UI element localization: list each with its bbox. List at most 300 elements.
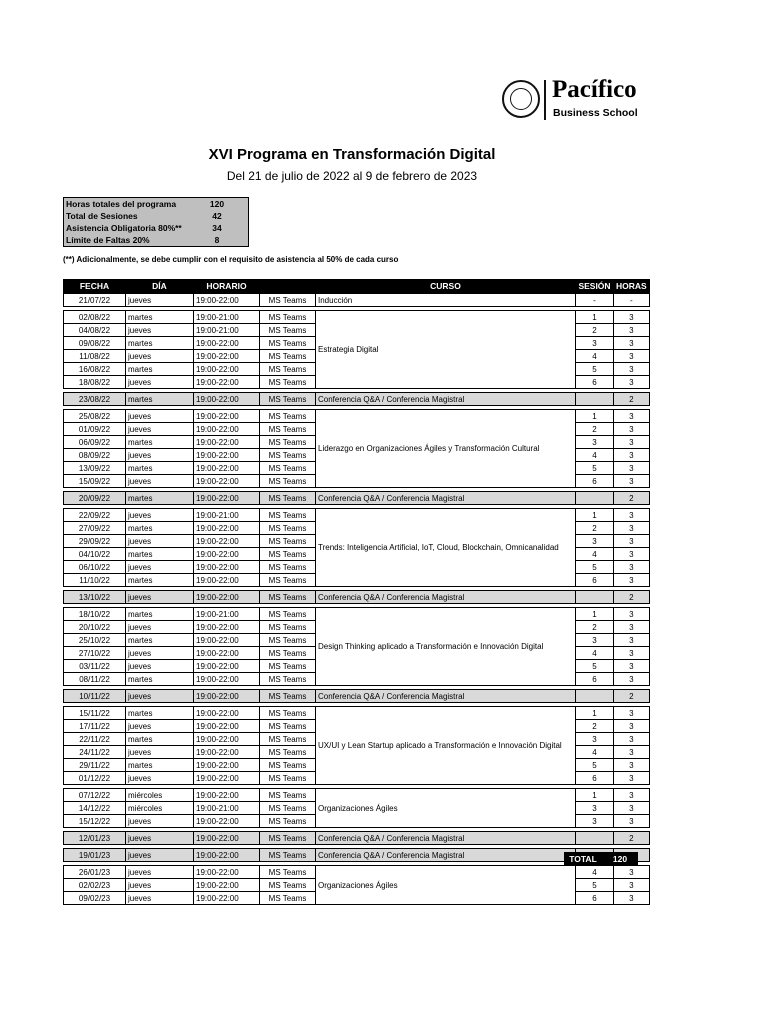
cell-dia: jueves: [126, 621, 194, 634]
cell-horas: -: [614, 294, 650, 307]
conference-row: [64, 492, 650, 505]
cell-curso: Trends: Inteligencia Artificial, IoT, Cloud, Blockchain, Omnicanalidad: [316, 509, 576, 587]
schedule-table: [63, 279, 650, 905]
cell-sesion: 3: [576, 634, 614, 647]
cell-horario: 19:00-22:00: [194, 746, 260, 759]
cell-curso: Conferencia Q&A / Conferencia Magistral: [316, 832, 576, 845]
cell-sesion: 1: [576, 509, 614, 522]
cell-sesion: 2: [576, 621, 614, 634]
cell-dia: jueves: [126, 350, 194, 363]
total-label: TOTAL: [569, 854, 597, 864]
cell-sesion: 6: [576, 574, 614, 587]
cell-dia: jueves: [126, 772, 194, 785]
cell-fecha: 04/08/22: [64, 324, 126, 337]
cell-modalidad: MS Teams: [260, 574, 316, 587]
cell-dia: jueves: [126, 849, 194, 862]
cell-sesion: 3: [576, 815, 614, 828]
cell-dia: jueves: [126, 815, 194, 828]
cell-modalidad: MS Teams: [260, 522, 316, 535]
seal-icon: [502, 80, 540, 118]
cell-sesion: 6: [576, 376, 614, 389]
cell-sesion: 1: [576, 410, 614, 423]
summary-label: Límite de Faltas 20%: [66, 235, 150, 245]
cell-dia: jueves: [126, 892, 194, 905]
cell-horario: 19:00-22:00: [194, 647, 260, 660]
cell-curso: UX/UI y Lean Startup aplicado a Transformación e Innovación Digital: [316, 707, 576, 785]
cell-fecha: 01/09/22: [64, 423, 126, 436]
cell-horas: 3: [614, 608, 650, 621]
cell-horario: 19:00-22:00: [194, 462, 260, 475]
cell-modalidad: MS Teams: [260, 294, 316, 307]
cell-fecha: 20/10/22: [64, 621, 126, 634]
cell-fecha: 14/12/22: [64, 802, 126, 815]
cell-modalidad: MS Teams: [260, 707, 316, 720]
cell-fecha: 29/09/22: [64, 535, 126, 548]
cell-horas: 3: [614, 673, 650, 686]
cell-horas: 3: [614, 574, 650, 587]
cell-dia: jueves: [126, 690, 194, 703]
cell-modalidad: MS Teams: [260, 436, 316, 449]
attendance-note: (**) Adicionalmente, se debe cumplir con el requisito de asistencia al 50% de cada curso: [63, 255, 399, 264]
cell-horario: 19:00-22:00: [194, 772, 260, 785]
cell-horario: 19:00-22:00: [194, 492, 260, 505]
cell-sesion: [576, 832, 614, 845]
cell-fecha: 06/10/22: [64, 561, 126, 574]
cell-modalidad: MS Teams: [260, 535, 316, 548]
cell-horas: 3: [614, 647, 650, 660]
cell-horario: 19:00-22:00: [194, 548, 260, 561]
cell-sesion: 4: [576, 866, 614, 879]
cell-curso: Conferencia Q&A / Conferencia Magistral: [316, 690, 576, 703]
session-row: [64, 789, 650, 802]
cell-horario: 19:00-22:00: [194, 393, 260, 406]
cell-sesion: [576, 492, 614, 505]
header-curso: CURSO: [316, 280, 576, 294]
cell-dia: martes: [126, 608, 194, 621]
cell-horas: 3: [614, 720, 650, 733]
cell-fecha: 02/08/22: [64, 311, 126, 324]
cell-horario: 19:00-22:00: [194, 591, 260, 604]
cell-horas: 2: [614, 690, 650, 703]
cell-horario: 19:00-21:00: [194, 802, 260, 815]
cell-horario: 19:00-22:00: [194, 789, 260, 802]
cell-sesion: 4: [576, 350, 614, 363]
cell-horario: 19:00-22:00: [194, 759, 260, 772]
summary-value: 8: [214, 235, 220, 245]
cell-curso: Estrategia Digital: [316, 311, 576, 389]
total-value: 120: [612, 854, 628, 864]
header-sesion: SESIÓN: [576, 280, 614, 294]
cell-modalidad: MS Teams: [260, 621, 316, 634]
session-row: [64, 410, 650, 423]
cell-dia: martes: [126, 522, 194, 535]
cell-curso: Conferencia Q&A / Conferencia Magistral: [316, 591, 576, 604]
summary-value: 120: [209, 199, 225, 209]
cell-curso: Liderazgo en Organizaciones Ágiles y Transformación Cultural: [316, 410, 576, 488]
cell-fecha: 09/02/23: [64, 892, 126, 905]
cell-modalidad: MS Teams: [260, 647, 316, 660]
cell-modalidad: MS Teams: [260, 849, 316, 862]
summary-row: [64, 222, 249, 234]
cell-sesion: 3: [576, 436, 614, 449]
cell-dia: martes: [126, 759, 194, 772]
cell-horas: 3: [614, 462, 650, 475]
cell-modalidad: MS Teams: [260, 509, 316, 522]
cell-dia: martes: [126, 707, 194, 720]
cell-modalidad: MS Teams: [260, 337, 316, 350]
cell-horario: 19:00-22:00: [194, 690, 260, 703]
cell-horas: 2: [614, 832, 650, 845]
cell-horario: 19:00-22:00: [194, 449, 260, 462]
cell-curso: Inducción: [316, 294, 576, 307]
cell-horas: 3: [614, 509, 650, 522]
cell-dia: jueves: [126, 660, 194, 673]
summary-value: 42: [212, 211, 222, 221]
cell-horario: 19:00-22:00: [194, 866, 260, 879]
cell-sesion: 6: [576, 892, 614, 905]
header-fecha: FECHA: [64, 280, 126, 294]
cell-dia: martes: [126, 436, 194, 449]
summary-value: 34: [212, 223, 222, 233]
cell-sesion: 2: [576, 423, 614, 436]
cell-horas: 3: [614, 707, 650, 720]
cell-modalidad: MS Teams: [260, 832, 316, 845]
cell-modalidad: MS Teams: [260, 475, 316, 488]
cell-sesion: 5: [576, 561, 614, 574]
cell-horario: 19:00-22:00: [194, 832, 260, 845]
cell-horas: 3: [614, 621, 650, 634]
header-horario: HORARIO: [194, 280, 260, 294]
cell-dia: jueves: [126, 832, 194, 845]
cell-modalidad: MS Teams: [260, 772, 316, 785]
cell-dia: jueves: [126, 324, 194, 337]
cell-horas: 3: [614, 337, 650, 350]
cell-sesion: 1: [576, 707, 614, 720]
cell-horario: 19:00-22:00: [194, 376, 260, 389]
cell-fecha: 13/10/22: [64, 591, 126, 604]
cell-horario: 19:00-22:00: [194, 535, 260, 548]
cell-modalidad: MS Teams: [260, 462, 316, 475]
cell-sesion: 3: [576, 337, 614, 350]
cell-horario: 19:00-22:00: [194, 294, 260, 307]
cell-horas: 3: [614, 449, 650, 462]
cell-fecha: 16/08/22: [64, 363, 126, 376]
session-row: [64, 707, 650, 720]
summary-row: [64, 234, 249, 247]
cell-dia: martes: [126, 673, 194, 686]
cell-modalidad: MS Teams: [260, 350, 316, 363]
cell-curso: Organizaciones Ágiles: [316, 789, 576, 828]
cell-sesion: 4: [576, 647, 614, 660]
cell-horas: 3: [614, 759, 650, 772]
cell-modalidad: MS Teams: [260, 393, 316, 406]
cell-fecha: 09/08/22: [64, 337, 126, 350]
cell-horario: 19:00-22:00: [194, 849, 260, 862]
cell-horas: 3: [614, 746, 650, 759]
cell-horas: 3: [614, 660, 650, 673]
cell-dia: jueves: [126, 475, 194, 488]
cell-horas: 3: [614, 772, 650, 785]
cell-horas: 3: [614, 789, 650, 802]
page-title: XVI Programa en Transformación Digital: [208, 146, 496, 163]
cell-sesion: 5: [576, 660, 614, 673]
cell-dia: martes: [126, 393, 194, 406]
cell-horario: 19:00-22:00: [194, 733, 260, 746]
cell-dia: miércoles: [126, 789, 194, 802]
cell-modalidad: MS Teams: [260, 634, 316, 647]
cell-dia: jueves: [126, 410, 194, 423]
cell-horas: 3: [614, 535, 650, 548]
cell-fecha: 24/11/22: [64, 746, 126, 759]
cell-horas: 2: [614, 492, 650, 505]
cell-sesion: 3: [576, 802, 614, 815]
session-row: [64, 608, 650, 621]
cell-fecha: 11/08/22: [64, 350, 126, 363]
cell-dia: jueves: [126, 720, 194, 733]
cell-horario: 19:00-22:00: [194, 720, 260, 733]
cell-modalidad: MS Teams: [260, 879, 316, 892]
cell-sesion: 4: [576, 548, 614, 561]
cell-horario: 19:00-21:00: [194, 608, 260, 621]
cell-horas: 3: [614, 733, 650, 746]
cell-horario: 19:00-22:00: [194, 892, 260, 905]
cell-modalidad: MS Teams: [260, 608, 316, 621]
cell-fecha: 13/09/22: [64, 462, 126, 475]
cell-sesion: 6: [576, 673, 614, 686]
cell-modalidad: MS Teams: [260, 363, 316, 376]
cell-horas: 3: [614, 350, 650, 363]
cell-curso: Conferencia Q&A / Conferencia Magistral: [316, 849, 576, 862]
summary-row: [64, 198, 249, 211]
conference-row: [64, 591, 650, 604]
cell-sesion: 1: [576, 608, 614, 621]
cell-horario: 19:00-22:00: [194, 707, 260, 720]
cell-fecha: 19/01/23: [64, 849, 126, 862]
logo-subtitle: Business School: [553, 107, 638, 119]
cell-fecha: 25/08/22: [64, 410, 126, 423]
cell-fecha: 27/09/22: [64, 522, 126, 535]
conference-row: [64, 832, 650, 845]
cell-sesion: 1: [576, 311, 614, 324]
cell-fecha: 25/10/22: [64, 634, 126, 647]
cell-sesion: 3: [576, 733, 614, 746]
schedule-header-row: [64, 280, 650, 294]
cell-dia: martes: [126, 337, 194, 350]
cell-fecha: 22/09/22: [64, 509, 126, 522]
cell-horario: 19:00-22:00: [194, 522, 260, 535]
cell-curso: Conferencia Q&A / Conferencia Magistral: [316, 492, 576, 505]
cell-horas: 3: [614, 311, 650, 324]
cell-horas: 3: [614, 866, 650, 879]
cell-modalidad: MS Teams: [260, 548, 316, 561]
conference-row: [64, 690, 650, 703]
cell-dia: martes: [126, 462, 194, 475]
cell-dia: martes: [126, 311, 194, 324]
cell-horario: 19:00-21:00: [194, 311, 260, 324]
cell-sesion: [576, 393, 614, 406]
cell-dia: jueves: [126, 449, 194, 462]
cell-horario: 19:00-21:00: [194, 509, 260, 522]
session-row: [64, 311, 650, 324]
cell-curso: Design Thinking aplicado a Transformación e Innovación Digital: [316, 608, 576, 686]
session-row: [64, 866, 650, 879]
cell-sesion: -: [576, 294, 614, 307]
cell-fecha: 26/01/23: [64, 866, 126, 879]
cell-sesion: 2: [576, 720, 614, 733]
cell-horario: 19:00-22:00: [194, 621, 260, 634]
cell-modalidad: MS Teams: [260, 561, 316, 574]
cell-curso: Conferencia Q&A / Conferencia Magistral: [316, 393, 576, 406]
header-horas: HORAS: [614, 280, 650, 294]
cell-dia: martes: [126, 634, 194, 647]
cell-modalidad: MS Teams: [260, 720, 316, 733]
cell-modalidad: MS Teams: [260, 690, 316, 703]
conference-row: [64, 849, 650, 862]
cell-horario: 19:00-22:00: [194, 660, 260, 673]
cell-dia: martes: [126, 574, 194, 587]
logo-name: Pacífico: [552, 76, 637, 103]
cell-modalidad: MS Teams: [260, 423, 316, 436]
cell-horas: 3: [614, 376, 650, 389]
cell-dia: jueves: [126, 866, 194, 879]
cell-sesion: 5: [576, 363, 614, 376]
cell-dia: jueves: [126, 647, 194, 660]
cell-horas: 3: [614, 548, 650, 561]
conference-row: [64, 393, 650, 406]
cell-horario: 19:00-22:00: [194, 634, 260, 647]
cell-horas: 3: [614, 634, 650, 647]
cell-horario: 19:00-21:00: [194, 324, 260, 337]
cell-modalidad: MS Teams: [260, 660, 316, 673]
cell-horario: 19:00-22:00: [194, 574, 260, 587]
cell-sesion: 5: [576, 462, 614, 475]
cell-horario: 19:00-22:00: [194, 423, 260, 436]
pacifico-logo: [500, 76, 640, 124]
cell-fecha: 03/11/22: [64, 660, 126, 673]
cell-dia: jueves: [126, 423, 194, 436]
cell-dia: jueves: [126, 561, 194, 574]
cell-horario: 19:00-22:00: [194, 673, 260, 686]
cell-sesion: [576, 591, 614, 604]
cell-dia: martes: [126, 492, 194, 505]
cell-horas: 3: [614, 879, 650, 892]
cell-horario: 19:00-22:00: [194, 436, 260, 449]
page-subtitle: Del 21 de julio de 2022 al 9 de febrero de 2023: [226, 169, 478, 183]
cell-sesion: 6: [576, 772, 614, 785]
cell-dia: jueves: [126, 746, 194, 759]
cell-horas: 3: [614, 561, 650, 574]
cell-fecha: 11/10/22: [64, 574, 126, 587]
cell-fecha: 17/11/22: [64, 720, 126, 733]
cell-horas: 3: [614, 475, 650, 488]
cell-dia: miércoles: [126, 802, 194, 815]
cell-fecha: 04/10/22: [64, 548, 126, 561]
cell-modalidad: MS Teams: [260, 673, 316, 686]
session-row: [64, 294, 650, 307]
summary-label: Asistencia Obligatoria 80%**: [66, 223, 182, 233]
cell-fecha: 18/10/22: [64, 608, 126, 621]
cell-sesion: 5: [576, 879, 614, 892]
cell-sesion: [576, 690, 614, 703]
cell-fecha: 08/11/22: [64, 673, 126, 686]
cell-modalidad: MS Teams: [260, 733, 316, 746]
cell-modalidad: MS Teams: [260, 815, 316, 828]
cell-modalidad: MS Teams: [260, 789, 316, 802]
cell-dia: martes: [126, 548, 194, 561]
cell-horario: 19:00-22:00: [194, 337, 260, 350]
cell-fecha: 22/11/22: [64, 733, 126, 746]
cell-dia: jueves: [126, 879, 194, 892]
cell-fecha: 23/08/22: [64, 393, 126, 406]
cell-sesion: 6: [576, 475, 614, 488]
cell-fecha: 07/12/22: [64, 789, 126, 802]
summary-label: Horas totales del programa: [66, 199, 177, 209]
cell-sesion: 3: [576, 535, 614, 548]
cell-modalidad: MS Teams: [260, 802, 316, 815]
cell-modalidad: MS Teams: [260, 746, 316, 759]
cell-curso: Organizaciones Ágiles: [316, 866, 576, 905]
cell-sesion: 5: [576, 759, 614, 772]
cell-fecha: 18/08/22: [64, 376, 126, 389]
cell-horario: 19:00-22:00: [194, 815, 260, 828]
cell-fecha: 15/12/22: [64, 815, 126, 828]
cell-horario: 19:00-22:00: [194, 561, 260, 574]
cell-horas: 3: [614, 410, 650, 423]
cell-horas: 3: [614, 802, 650, 815]
cell-horario: 19:00-22:00: [194, 350, 260, 363]
session-row: [64, 509, 650, 522]
cell-fecha: 02/02/23: [64, 879, 126, 892]
cell-dia: martes: [126, 733, 194, 746]
cell-modalidad: MS Teams: [260, 449, 316, 462]
cell-fecha: 15/11/22: [64, 707, 126, 720]
cell-horas: 3: [614, 423, 650, 436]
cell-horas: 2: [614, 393, 650, 406]
cell-modalidad: MS Teams: [260, 324, 316, 337]
cell-horario: 19:00-22:00: [194, 879, 260, 892]
cell-dia: jueves: [126, 376, 194, 389]
summary-label: Total de Sesiones: [66, 211, 138, 221]
cell-horario: 19:00-22:00: [194, 363, 260, 376]
cell-dia: jueves: [126, 591, 194, 604]
cell-fecha: 29/11/22: [64, 759, 126, 772]
cell-fecha: 08/09/22: [64, 449, 126, 462]
cell-dia: jueves: [126, 535, 194, 548]
cell-sesion: 2: [576, 324, 614, 337]
cell-modalidad: MS Teams: [260, 311, 316, 324]
cell-horario: 19:00-22:00: [194, 410, 260, 423]
cell-dia: jueves: [126, 294, 194, 307]
cell-dia: martes: [126, 363, 194, 376]
cell-fecha: 06/09/22: [64, 436, 126, 449]
cell-horas: 3: [614, 892, 650, 905]
cell-modalidad: MS Teams: [260, 492, 316, 505]
cell-horas: 3: [614, 522, 650, 535]
summary-table: [63, 197, 249, 247]
cell-horas: 2: [614, 591, 650, 604]
cell-modalidad: MS Teams: [260, 892, 316, 905]
cell-sesion: 4: [576, 449, 614, 462]
header-modalidad: [260, 280, 316, 294]
cell-modalidad: MS Teams: [260, 410, 316, 423]
total-row: [564, 852, 638, 866]
cell-fecha: 12/01/23: [64, 832, 126, 845]
cell-fecha: 27/10/22: [64, 647, 126, 660]
summary-row: [64, 210, 249, 222]
cell-fecha: 20/09/22: [64, 492, 126, 505]
cell-horas: 3: [614, 324, 650, 337]
cell-fecha: 01/12/22: [64, 772, 126, 785]
